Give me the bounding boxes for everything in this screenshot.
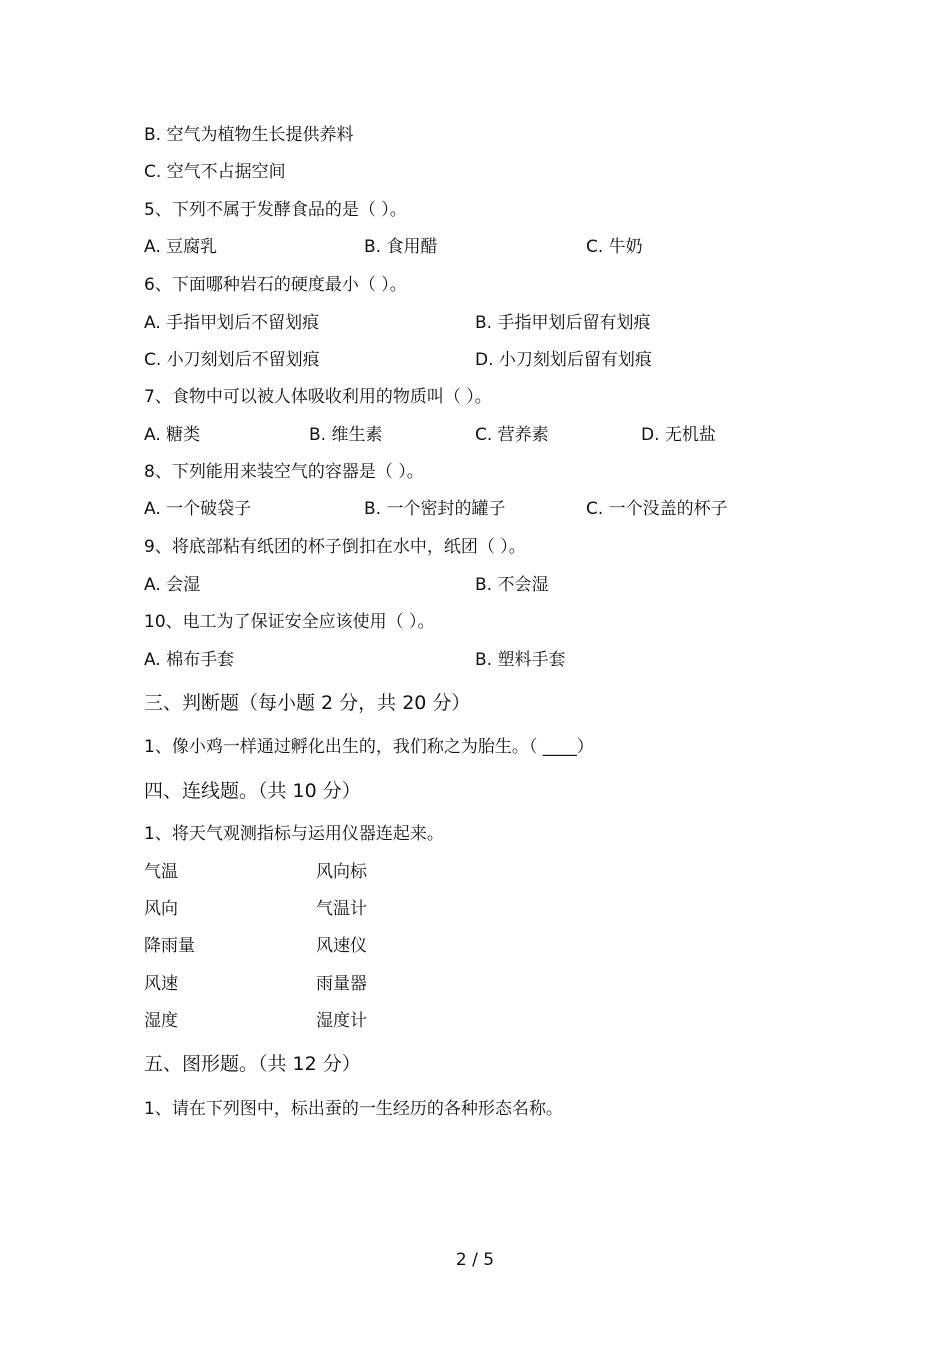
matching-right-item: 风速仪 [316, 936, 367, 956]
matching-left-item: 风速 [144, 974, 178, 994]
matching-row [144, 898, 444, 920]
section3-question-1: 1、像小鸡一样通过孵化出生的，我们称之为胎生。（ ____） [144, 737, 594, 757]
q7-option-c: C. 营养素 [475, 425, 549, 445]
q8-options [144, 498, 764, 520]
q4-option-b: B. 空气为植物生长提供养料 [144, 125, 354, 145]
section3-heading: 三、判断题（每小题 2 分，共 20 分） [144, 692, 471, 714]
q5-options [144, 236, 764, 258]
q6-options-row2 [144, 349, 764, 371]
q10-option-b: B. 塑料手套 [475, 650, 566, 670]
q6-option-c: C. 小刀刻划后不留划痕 [144, 350, 320, 370]
matching-row [144, 973, 444, 995]
q5-option-b: B. 食用醋 [364, 237, 438, 257]
q8-option-c: C. 一个没盖的杯子 [586, 499, 728, 519]
q6-stem: 6、下面哪种岩石的硬度最小（ ）。 [144, 275, 407, 295]
q10-option-a: A. 棉布手套 [144, 650, 235, 670]
section4-question-1: 1、将天气观测指标与运用仪器连起来。 [144, 824, 444, 844]
q6-option-b: B. 手指甲划后留有划痕 [475, 313, 651, 333]
q8-stem: 8、下列能用来装空气的容器是（ ）。 [144, 462, 424, 482]
q6-option-d: D. 小刀刻划后留有划痕 [475, 350, 652, 370]
page-number: 2 / 5 [455, 1250, 495, 1270]
q7-option-d: D. 无机盐 [641, 425, 716, 445]
section4-heading: 四、连线题。（共 10 分） [144, 780, 361, 802]
matching-row [144, 935, 444, 957]
section5-question-1: 1、请在下列图中，标出蚕的一生经历的各种形态名称。 [144, 1099, 563, 1119]
q6-options-row1 [144, 312, 764, 334]
q5-option-c: C. 牛奶 [586, 237, 643, 257]
q7-option-b: B. 维生素 [309, 425, 383, 445]
q10-options [144, 649, 764, 671]
matching-left-item: 气温 [144, 862, 178, 882]
q5-option-a: A. 豆腐乳 [144, 237, 218, 257]
q6-option-a: A. 手指甲划后不留划痕 [144, 313, 320, 333]
matching-right-item: 雨量器 [316, 974, 367, 994]
matching-left-item: 降雨量 [144, 936, 195, 956]
matching-right-item: 湿度计 [316, 1011, 367, 1031]
q7-stem: 7、食物中可以被人体吸收利用的物质叫（ ）。 [144, 387, 492, 407]
matching-left-item: 湿度 [144, 1011, 178, 1031]
matching-row [144, 1010, 444, 1032]
q9-option-b: B. 不会湿 [475, 575, 549, 595]
q7-options [144, 424, 764, 446]
matching-left-item: 风向 [144, 899, 178, 919]
matching-right-item: 气温计 [316, 899, 367, 919]
q10-stem: 10、电工为了保证安全应该使用（ ）。 [144, 612, 435, 632]
q8-option-a: A. 一个破袋子 [144, 499, 252, 519]
q5-stem: 5、下列不属于发酵食品的是（ ）。 [144, 200, 407, 220]
q9-stem: 9、将底部粘有纸团的杯子倒扣在水中，纸团（ ）。 [144, 537, 526, 557]
q9-options [144, 574, 764, 596]
matching-row [144, 861, 444, 883]
q8-option-b: B. 一个密封的罐子 [364, 499, 506, 519]
matching-right-item: 风向标 [316, 862, 367, 882]
q4-option-c: C. 空气不占据空间 [144, 162, 286, 182]
q7-option-a: A. 糖类 [144, 425, 201, 445]
q9-option-a: A. 会湿 [144, 575, 201, 595]
section5-heading: 五、图形题。（共 12 分） [144, 1053, 361, 1075]
